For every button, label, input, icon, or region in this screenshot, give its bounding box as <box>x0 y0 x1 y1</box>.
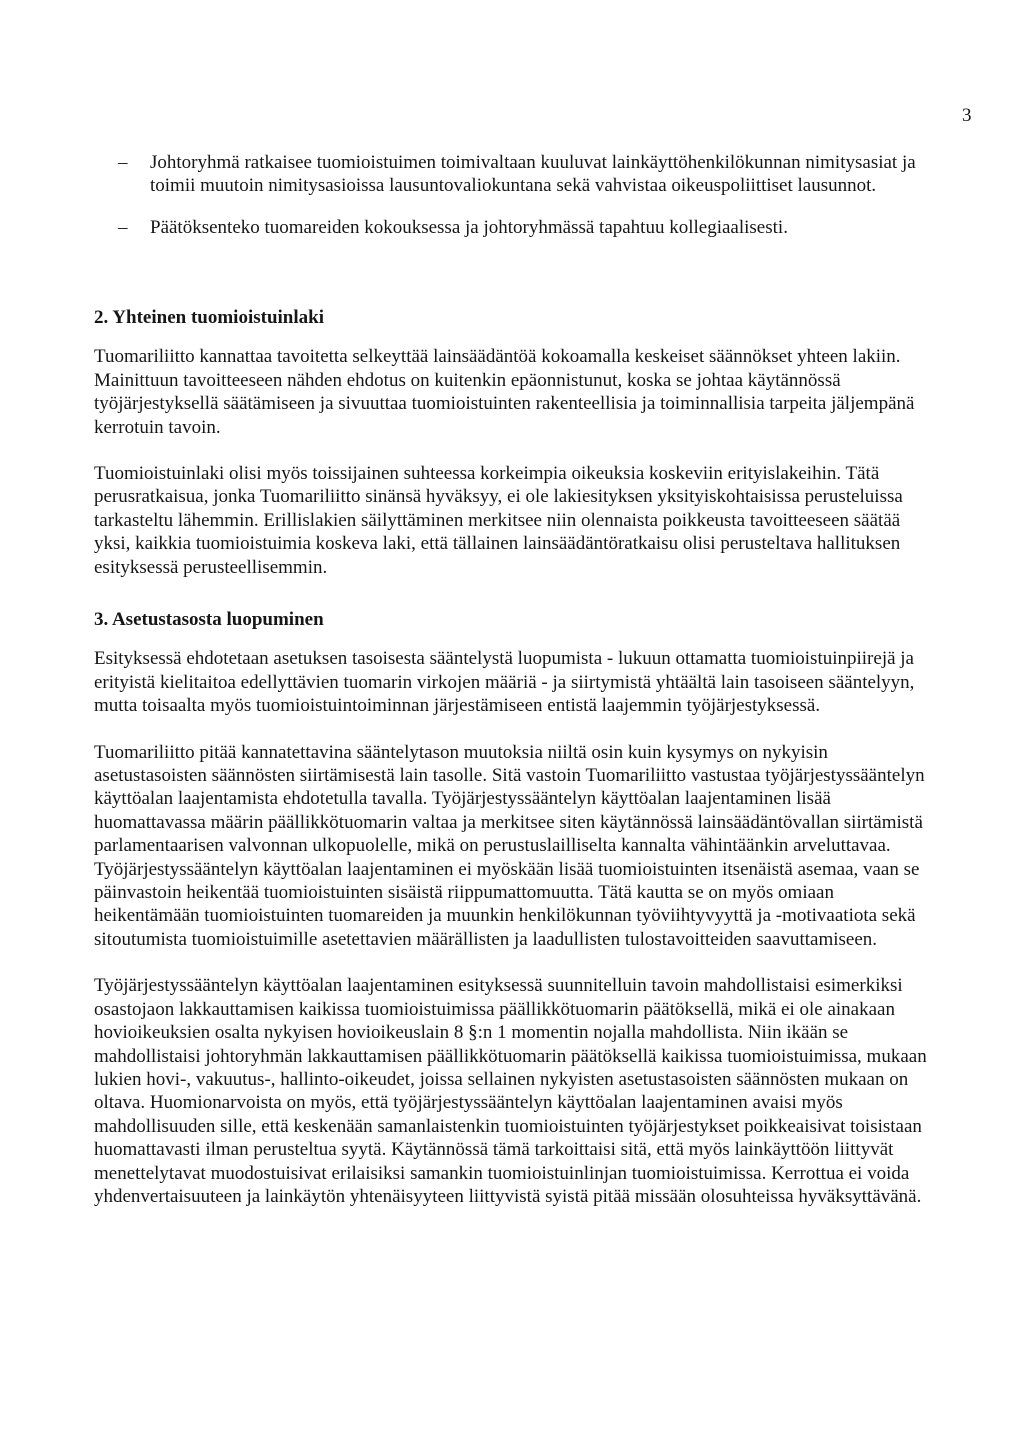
page-number: 3 <box>962 105 972 126</box>
paragraph: Työjärjestyssääntelyn käyttöalan laajentaminen esityksessä suunnitelluin tavoin mahdollistaisi esimerkiksi osastojaon lakkauttamisen kaikissa tuomioistuimissa päällikkötuomarin päätöksellä, mikä ei ole ainakaan hovioikeuksien osalta nykyisen hovioikeuslain 8 §:n 1 momentin nojalla mahdollista. Niin ikään se mahdollistaisi johtoryhmän lakkauttamisen päällikkötuomarin päätöksellä kaikissa tuomioistuimissa, mukaan lukien hovi-, vakuutus-, hallinto-oikeudet, joissa sellainen nykyisten asetustasoisten säännösten mukaan on oltava. Huomionarvoista on myös, että työjärjestyssääntelyn käyttöalan laajentaminen avaisi myös mahdollisuuden sille, että keskenään samanlaistenkin tuomioistuinten työjärjestykset poikkeaisivat toisistaan huomattavasti ilman perusteltua syytä. Käytännössä tämä tarkoittaisi sitä, että myös lainkäyttöön liittyvät menettelytavat muodostuisivat erilaisiksi samankin tuomioistuinlinjan tuomioistuimissa. Kerrottua ei voida yhdenvertaisuuteen ja lainkäytön yhtenäisyyteen liittyvistä syistä pitää missään olosuhteissa hyväksyttävänä. <box>94 975 927 1207</box>
section-3-heading: 3. Asetustasosta luopuminen <box>94 609 324 630</box>
paragraph: Tuomariliitto kannattaa tavoitetta selkeyttää lainsäädäntöä kokoamalla keskeiset säännökset yhteen lakiin. Mainittuun tavoitteeseen nähden ehdotus on kuitenkin epäonnistunut, koska se johtaa käytännössä työjärjestyksellä säätämiseen ja sivuuttaa tuomioistuinten rakenteellisia ja toiminnallisia tarpeita jäljempänä kerrotuin tavoin. <box>94 346 915 438</box>
bullet-item <box>94 151 954 198</box>
bullet-dash: – <box>118 216 128 238</box>
bullet-dash: – <box>118 152 128 173</box>
bullet-text: Johtoryhmä ratkaisee tuomioistuimen toimivaltaan kuuluvat lainkäyttöhenkilökunnan nimitysasiat ja toimii muutoin nimitysasioissa lausuntovaliokuntana sekä vahvistaa oikeuspoliittiset lausunnot. <box>150 152 916 197</box>
bullet-text: Päätöksenteko tuomareiden kokouksessa ja johtoryhmässä tapahtuu kollegiaalisesti. <box>150 216 788 238</box>
paragraph: Esityksessä ehdotetaan asetuksen tasoisesta sääntelystä luopumista - lukuun ottamatta tuomioistuinpiirejä ja erityistä kielitaitoa edellyttävien tuomarin virkojen määriä - ja siirtymistä yhtäältä lain tasoiseen sääntelyyn, mutta toisaalta myös tuomioistuintoiminnan järjestämiseen entistä laajemmin työjärjestyksessä. <box>94 648 915 717</box>
paragraph: Tuomariliitto pitää kannatettavina sääntelytason muutoksia niiltä osin kuin kysymys on nykyisin asetustasoisten säännösten siirtämisestä lain tasolle. Sitä vastoin Tuomariliitto vastustaa työjärjestyssääntelyn käyttöalan laajentamista ehdotetulla tavalla. Työjärjestyssääntelyn käyttöalan laajentaminen lisää huomattavassa määrin päällikkötuomarin valtaa ja merkitsee siten käytännössä lainsäädäntövallan siirtämistä parlamentaarisen valvonnan ulkopuolelle, mikä on perustuslailliselta kannalta vähintäänkin arveluttavaa. Työjärjestyssääntelyn käyttöalan laajentaminen ei myöskään lisää tuomioistuinten itsenäistä asemaa, vaan se päinvastoin heikentää tuomioistuinten sisäistä riippumattomuutta. Tätä kautta se on myös omiaan heikentämään tuomioistuinten tuomareiden ja muunkin henkilökunnan työviihtyvyyttä ja -motivaatiota sekä sitoutumista tuomioistuimille asetettavien määrällisten ja laadullisten tulostavoitteiden saavuttamiseen. <box>94 741 925 950</box>
section-2-heading: 2. Yhteinen tuomioistuinlaki <box>94 307 324 328</box>
section-2 <box>94 306 934 602</box>
bullet-list <box>94 151 954 257</box>
bullet-item <box>94 216 954 239</box>
section-3 <box>94 608 934 1231</box>
paragraph: Tuomioistuinlaki olisi myös toissijainen suhteessa korkeimpia oikeuksia koskeviin erityislakeihin. Tätä perusratkaisua, jonka Tuomariliitto sinänsä hyväksyy, ei ole lakiesityksen yksityiskohtaisissa perusteluissa tarkasteltu lähemmin. Erillislakien säilyttäminen merkitsee niin olennaista poikkeusta tavoitteeseen säätää yksi, kaikkia tuomioistuimia koskeva laki, että tällainen lainsäädäntöratkaisu olisi perusteltava hallituksen esityksessä perusteellisemmin. <box>94 463 903 578</box>
